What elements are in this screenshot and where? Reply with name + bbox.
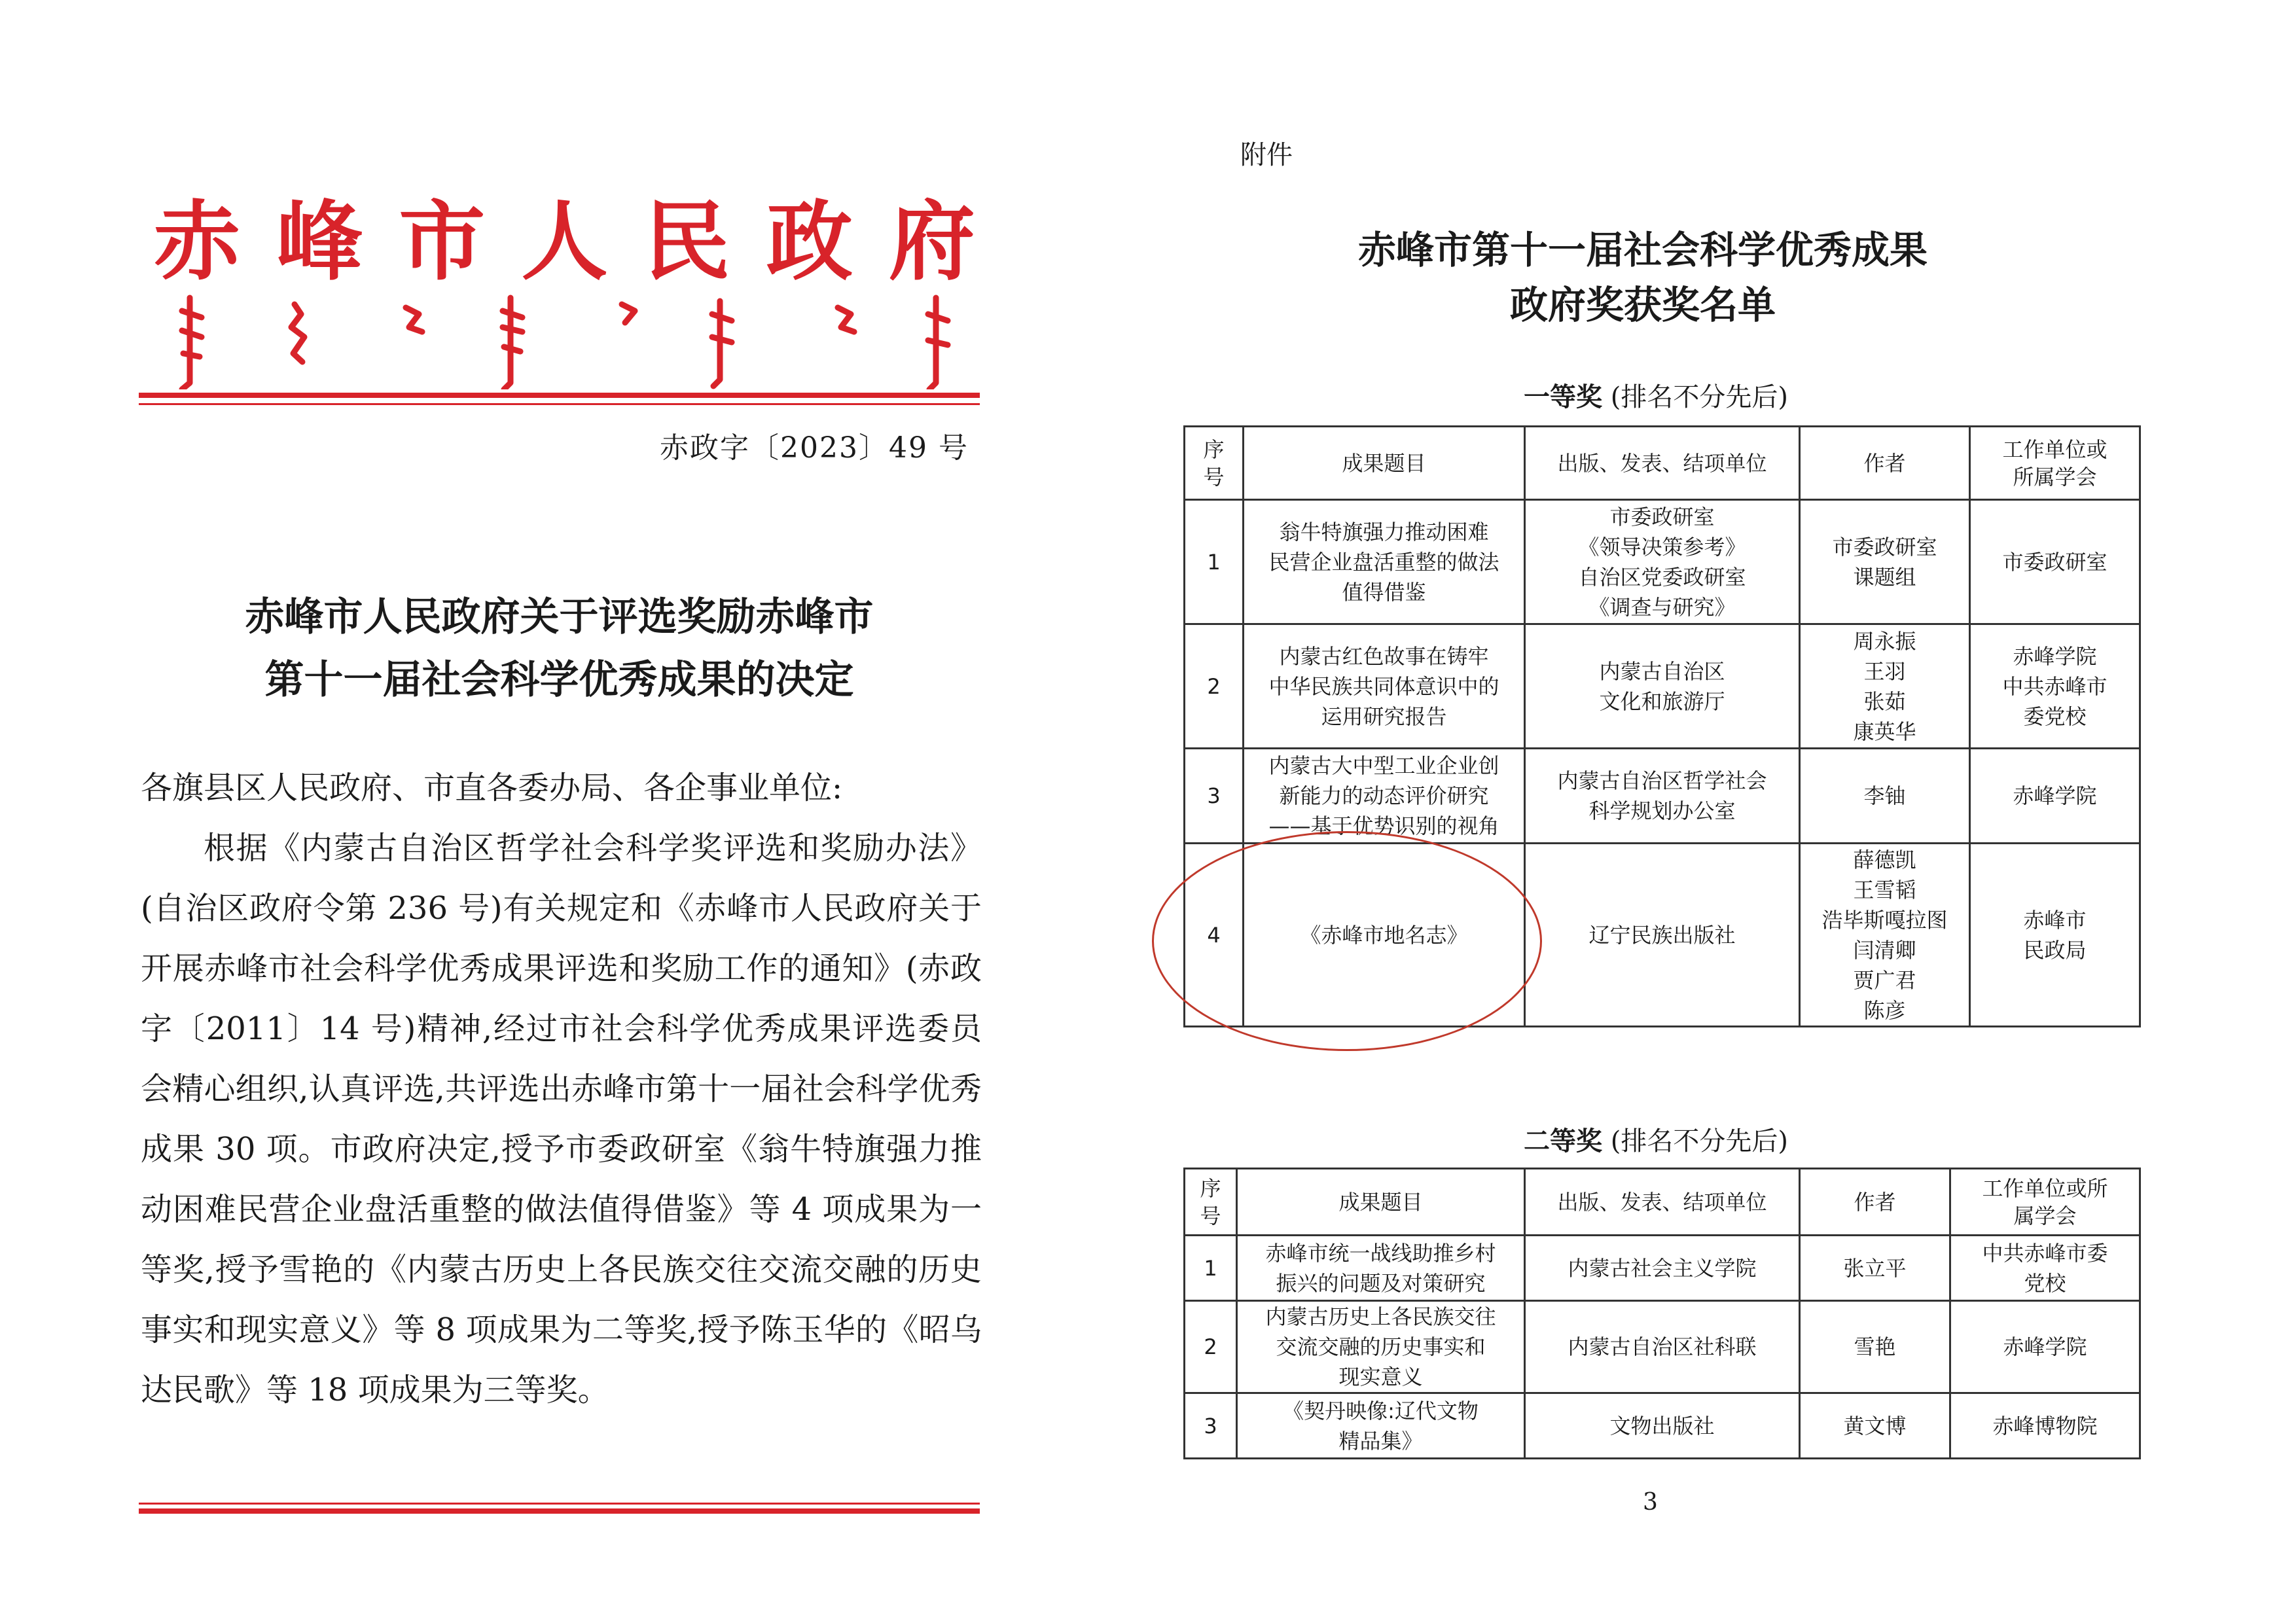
cell-author: 雪艳 xyxy=(1800,1301,1950,1393)
header-unit: 工作单位或 所属学会 xyxy=(1970,427,2140,500)
cell-unit: 中共赤峰市委 党校 xyxy=(1950,1236,2140,1301)
second-prize-heading xyxy=(1172,1120,2140,1158)
table-row xyxy=(1185,500,2140,624)
header-publisher: 出版、发表、结项单位 xyxy=(1525,427,1800,500)
attachment-label: 附件 xyxy=(1240,140,1293,170)
footer-rule xyxy=(139,1508,980,1514)
cell-publisher: 内蒙古自治区 文化和旅游厅 xyxy=(1525,624,1800,749)
cell-publisher: 辽宁民族出版社 xyxy=(1525,844,1800,1027)
cell-no: 2 xyxy=(1185,1301,1237,1393)
first-prize-note: (排名不分先后) xyxy=(1610,382,1788,412)
cell-title: 翁牛特旗强力推动困难 民营企业盘活重整的做法 值得借鉴 xyxy=(1244,500,1525,624)
table-row xyxy=(1185,624,2140,749)
letterhead-title xyxy=(154,193,975,291)
cell-unit: 赤峰学院 xyxy=(1970,749,2140,844)
letterhead-char: 赤 xyxy=(154,191,240,293)
decision-title xyxy=(139,586,980,711)
header-unit: 工作单位或所 属学会 xyxy=(1950,1169,2140,1236)
cell-author: 黄文博 xyxy=(1800,1393,1950,1459)
cell-author: 周永振 王羽 张茹 康英华 xyxy=(1800,624,1970,749)
letterhead-char: 人 xyxy=(521,191,608,293)
cell-no: 1 xyxy=(1185,500,1244,624)
table-row xyxy=(1185,749,2140,844)
award-list-title xyxy=(1185,223,2101,332)
document-number: 赤政字〔2023〕49 号 xyxy=(660,431,969,465)
mongolian-script-logo xyxy=(164,291,969,389)
second-prize-note: (排名不分先后) xyxy=(1610,1126,1788,1156)
cell-publisher: 市委政研室 《领导决策参考》 自治区党委政研室 《调查与研究》 xyxy=(1525,500,1800,624)
header-author: 作者 xyxy=(1800,1169,1950,1236)
letterhead-char: 民 xyxy=(643,191,730,293)
cell-title: 内蒙古大中型工业企业创 新能力的动态评价研究 ——基于优势识别的视角 xyxy=(1244,749,1525,844)
cell-publisher: 内蒙古自治区哲学社会 科学规划办公室 xyxy=(1525,749,1800,844)
cell-unit: 赤峰博物院 xyxy=(1950,1393,2140,1459)
decision-body xyxy=(141,758,982,1420)
header-rule-thin xyxy=(139,403,980,405)
cell-author: 张立平 xyxy=(1800,1236,1950,1301)
cell-unit: 市委政研室 xyxy=(1970,500,2140,624)
second-prize-label: 二等奖 xyxy=(1524,1126,1603,1156)
award-list-title-line: 政府奖获奖名单 xyxy=(1509,283,1776,327)
table-row xyxy=(1185,1393,2140,1459)
second-prize-table xyxy=(1183,1168,2141,1459)
header-no: 序 号 xyxy=(1185,427,1244,500)
table-row xyxy=(1185,1236,2140,1301)
cell-title: 内蒙古红色故事在铸牢 中华民族共同体意识中的 运用研究报告 xyxy=(1244,624,1525,749)
header-publisher: 出版、发表、结项单位 xyxy=(1525,1169,1800,1236)
header-rule xyxy=(139,393,980,398)
hand-drawn-circle-annotation xyxy=(1152,831,1542,1051)
table-row xyxy=(1185,1301,2140,1393)
page-number: 3 xyxy=(1643,1489,1658,1516)
header-title: 成果题目 xyxy=(1244,427,1525,500)
letterhead-char: 政 xyxy=(766,191,853,293)
cell-publisher: 内蒙古自治区社科联 xyxy=(1525,1301,1800,1393)
header-author: 作者 xyxy=(1800,427,1970,500)
cell-title: 赤峰市统一战线助推乡村 振兴的问题及对策研究 xyxy=(1237,1236,1525,1301)
cell-title: 《契丹映像:辽代文物 精品集》 xyxy=(1237,1393,1525,1459)
cell-publisher: 文物出版社 xyxy=(1525,1393,1800,1459)
header-no: 序 号 xyxy=(1185,1169,1237,1236)
cell-author: 李铀 xyxy=(1800,749,1970,844)
cell-no: 4 xyxy=(1185,844,1244,1027)
first-prize-label: 一等奖 xyxy=(1524,382,1603,412)
header-title: 成果题目 xyxy=(1237,1169,1525,1236)
cell-no: 3 xyxy=(1185,749,1244,844)
cell-no: 3 xyxy=(1185,1393,1237,1459)
cell-author: 薛德凯 王雪韬 浩毕斯嘎拉图 闫清卿 贾广君 陈彦 xyxy=(1800,844,1970,1027)
letterhead-char: 府 xyxy=(888,191,975,293)
decision-title-line: 赤峰市人民政府关于评选奖励赤峰市 xyxy=(245,594,874,640)
decision-title-line: 第十一届社会科学优秀成果的决定 xyxy=(264,657,854,703)
footer-rule-thin xyxy=(139,1503,980,1505)
cell-title: 内蒙古历史上各民族交往 交流交融的历史事实和 现实意义 xyxy=(1237,1301,1525,1393)
cell-title: 《赤峰市地名志》 xyxy=(1244,844,1525,1027)
cell-no: 1 xyxy=(1185,1236,1237,1301)
letterhead-char: 市 xyxy=(399,191,486,293)
cell-author: 市委政研室 课题组 xyxy=(1800,500,1970,624)
letterhead-char: 峰 xyxy=(276,191,363,293)
table-header-row xyxy=(1185,427,2140,500)
cell-unit: 赤峰学院 xyxy=(1950,1301,2140,1393)
cell-unit: 赤峰市 民政局 xyxy=(1970,844,2140,1027)
salutation: 各旗县区人民政府、市直各委办局、各企事业单位: xyxy=(141,770,843,806)
cell-no: 2 xyxy=(1185,624,1244,749)
cell-unit: 赤峰学院 中共赤峰市 委党校 xyxy=(1970,624,2140,749)
table-header-row xyxy=(1185,1169,2140,1236)
body-paragraph: 根据《内蒙古自治区哲学社会科学奖评选和奖励办法》(自治区政府令第 236 号)有关规定和《赤峰市人民政府关于开展赤峰市社会科学优秀成果评选和奖励工作的通知》(赤政字〔2011〕14 号)精神,经过市社会科学优秀成果评选委员会精心组织,认真评选,共评选出赤峰市第十一届社会科学优秀成果 30 项。市政府决定,授予市委政研室《翁牛特旗强力推动困难民营企业盘活重整的做法值得借鉴》等 4 项成果为一等奖,授予雪艳的《内蒙古历史上各民族交往交流交融的历史事实和现实意义》等 8 项成果为二等奖,授予陈玉华的《昭乌达民歌》等 18 项成果为三等奖。 xyxy=(141,830,982,1408)
award-list-title-line: 赤峰市第十一届社会科学优秀成果 xyxy=(1357,228,1928,272)
cell-publisher: 内蒙古社会主义学院 xyxy=(1525,1236,1800,1301)
first-prize-heading xyxy=(1172,376,2140,414)
